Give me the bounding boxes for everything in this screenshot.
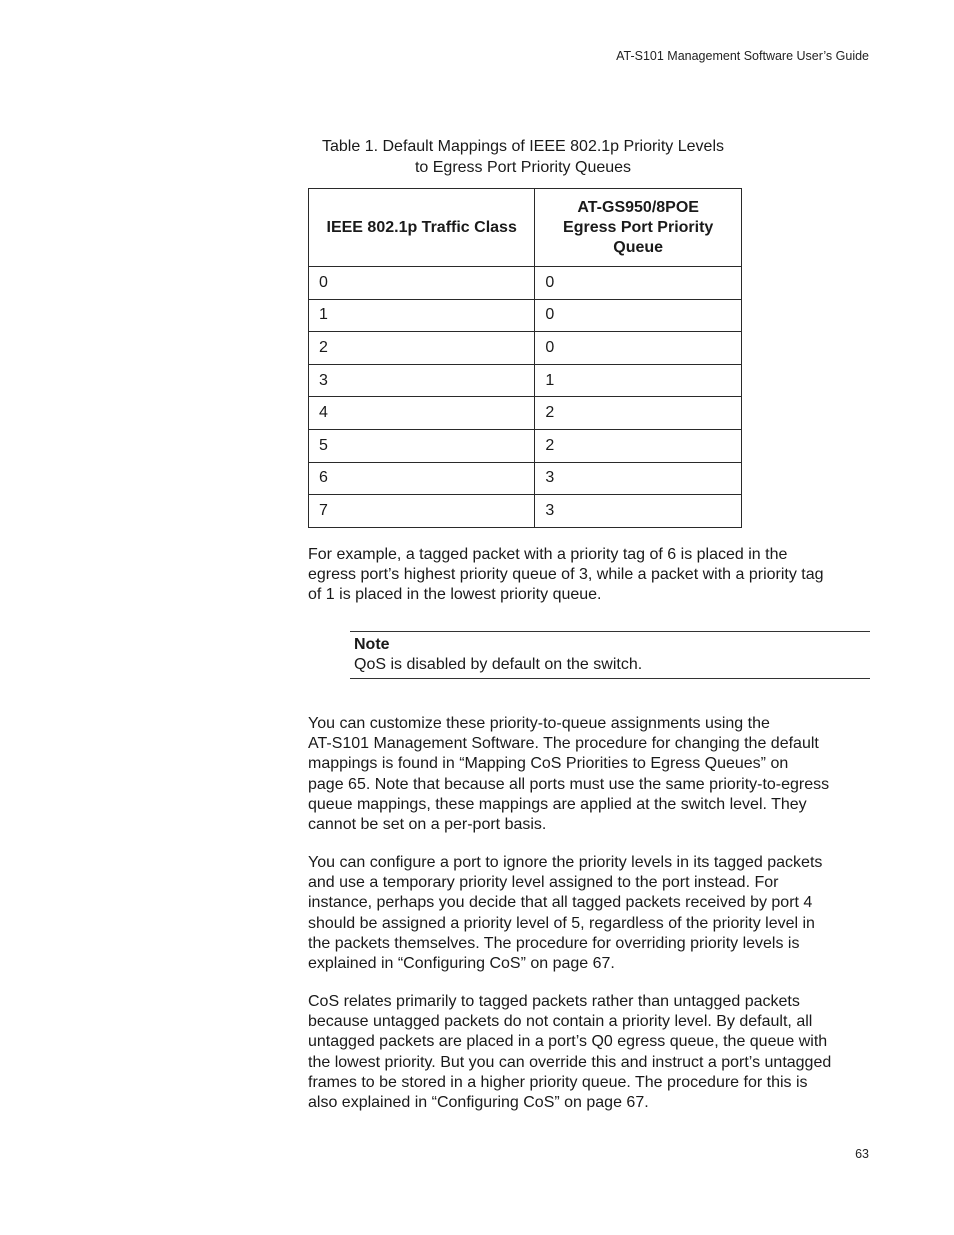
traffic-class-cell: 5 bbox=[309, 429, 535, 462]
table-row bbox=[309, 495, 742, 528]
text-line: For example, a tagged packet with a priority tag of 6 is placed in the bbox=[308, 546, 788, 563]
text-line: the lowest priority. But you can override this and instruct a port’s untagged bbox=[308, 1053, 832, 1071]
traffic-class-cell: 7 bbox=[309, 495, 535, 528]
queue-cell: 3 bbox=[535, 495, 742, 528]
page-number: 63 bbox=[855, 1147, 869, 1161]
text-line: because untagged packets do not contain a priority level. By default, all bbox=[308, 1013, 813, 1031]
table-caption-line-1: Table 1. Default Mappings of IEEE 802.1p Priority Levels bbox=[322, 138, 724, 155]
text-line: and use a temporary priority level assigned to the port instead. For bbox=[308, 874, 779, 892]
note-title: Note bbox=[354, 636, 390, 653]
text-line: page 65. Note that because all ports must use the same priority-to-egress bbox=[308, 775, 830, 793]
egress-queue-column-header bbox=[535, 189, 742, 267]
table-row bbox=[309, 299, 742, 332]
priority-mapping-table bbox=[308, 188, 742, 528]
text-line: also explained in “Configuring CoS” on page 67. bbox=[308, 1094, 649, 1112]
text-line: You can configure a port to ignore the priority levels in its tagged packets bbox=[308, 854, 823, 871]
table-row bbox=[309, 332, 742, 365]
text-line: explained in “Configuring CoS” on page 67. bbox=[308, 955, 615, 973]
note-box bbox=[350, 631, 870, 679]
traffic-class-cell: 3 bbox=[309, 364, 535, 397]
table-caption-line-2: to Egress Port Priority Queues bbox=[414, 159, 632, 176]
text-line: the packets themselves. The procedure for overriding priority levels is bbox=[308, 934, 800, 952]
table-header-row bbox=[309, 189, 742, 267]
table-row bbox=[309, 397, 742, 430]
queue-cell: 2 bbox=[535, 429, 742, 462]
traffic-class-cell: 0 bbox=[309, 267, 535, 300]
text-line: untagged packets are placed in a port’s Q0 egress queue, the queue with bbox=[308, 1033, 828, 1051]
text-line: of 1 is placed in the lowest priority queue. bbox=[308, 586, 602, 604]
example-paragraph bbox=[308, 545, 873, 606]
queue-cell: 0 bbox=[535, 332, 742, 365]
note-text: QoS is disabled by default on the switch. bbox=[354, 656, 643, 673]
text-line: cannot be set on a per-port basis. bbox=[308, 816, 547, 834]
traffic-class-cell: 4 bbox=[309, 397, 535, 430]
queue-cell: 2 bbox=[535, 397, 742, 430]
text-line: should be assigned a priority level of 5, regardless of the priority level in bbox=[308, 914, 815, 932]
table-row bbox=[309, 462, 742, 495]
text-line: AT-S101 Management Software. The procedure for changing the default bbox=[308, 735, 819, 753]
queue-cell: 0 bbox=[535, 299, 742, 332]
text-line: You can customize these priority-to-queue assignments using the bbox=[308, 715, 770, 732]
running-header: AT-S101 Management Software User’s Guide bbox=[616, 49, 869, 63]
traffic-class-cell: 2 bbox=[309, 332, 535, 365]
egress-queue-header-line-2: Egress Port Priority bbox=[563, 218, 714, 236]
table-row bbox=[309, 364, 742, 397]
traffic-class-cell: 1 bbox=[309, 299, 535, 332]
table-row bbox=[309, 429, 742, 462]
customize-paragraph bbox=[308, 714, 873, 835]
text-line: CoS relates primarily to tagged packets rather than untagged packets bbox=[308, 993, 800, 1010]
traffic-class-cell: 6 bbox=[309, 462, 535, 495]
egress-queue-header-line-3: Queue bbox=[613, 238, 664, 256]
text-line: egress port’s highest priority queue of 3, while a packet with a priority tag bbox=[308, 566, 824, 584]
text-line: instance, perhaps you decide that all tagged packets received by port 4 bbox=[308, 894, 813, 912]
queue-cell: 0 bbox=[535, 267, 742, 300]
table-row bbox=[309, 267, 742, 300]
text-line: frames to be stored in a higher priority queue. The procedure for this is bbox=[308, 1073, 808, 1091]
queue-cell: 3 bbox=[535, 462, 742, 495]
egress-queue-header-line-1: AT-GS950/8POE bbox=[577, 198, 699, 216]
table-caption bbox=[308, 136, 738, 178]
text-line: queue mappings, these mappings are applied at the switch level. They bbox=[308, 795, 807, 813]
traffic-class-column-header: IEEE 802.1p Traffic Class bbox=[309, 189, 535, 267]
text-line: mappings is found in “Mapping CoS Priorities to Egress Queues” on bbox=[308, 755, 789, 773]
cos-paragraph bbox=[308, 992, 873, 1113]
configure-paragraph bbox=[308, 853, 873, 974]
queue-cell: 1 bbox=[535, 364, 742, 397]
